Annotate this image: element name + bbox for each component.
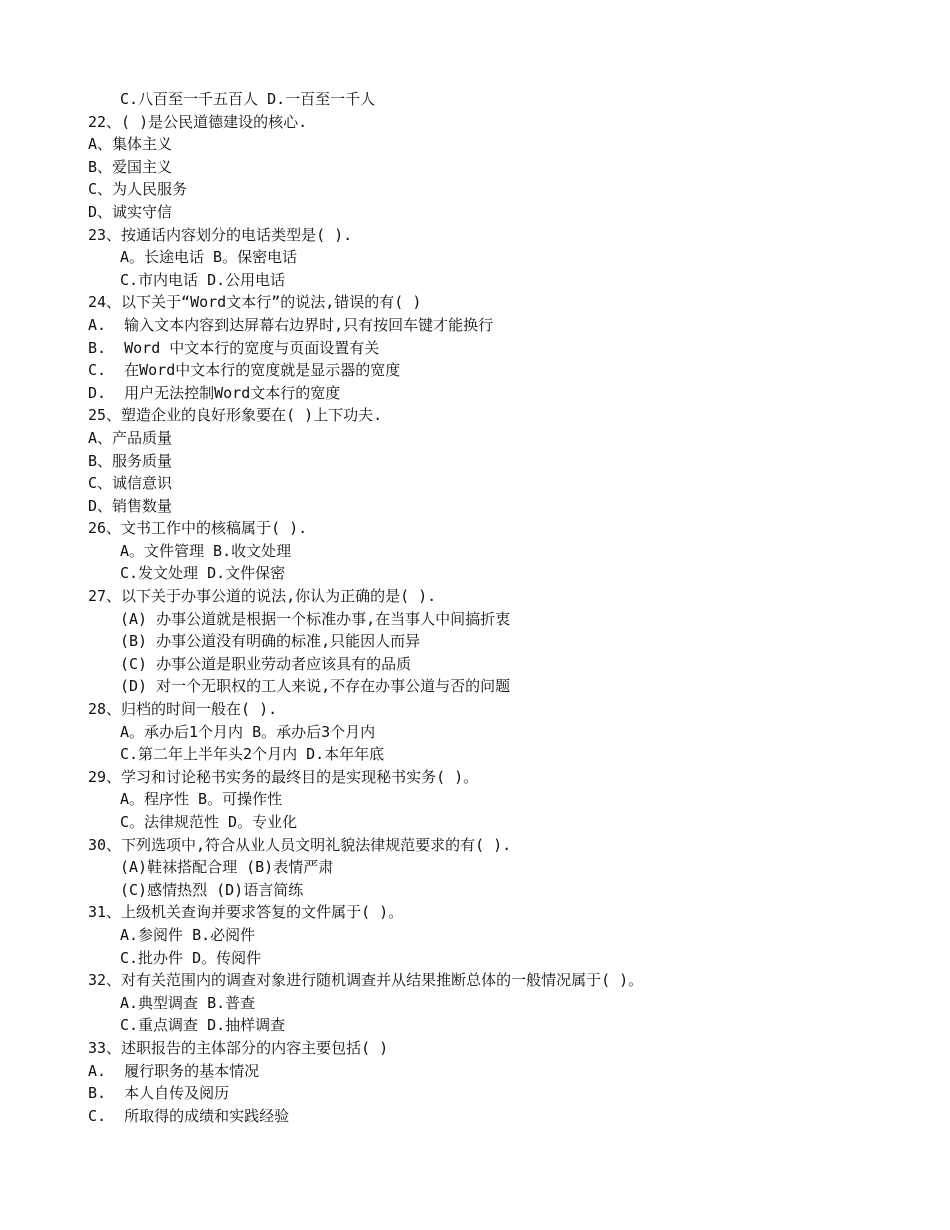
option-line: C.第二年上半年头2个月内 D.本年年底 xyxy=(120,745,385,764)
text-line: 28、归档的时间一般在( ). xyxy=(88,700,278,719)
text-line: B. Word 中文本行的宽度与页面设置有关 xyxy=(88,338,380,357)
text-line: 23、按通话内容划分的电话类型是( ). xyxy=(88,225,353,244)
text-line: A. 履行职务的基本情况 xyxy=(88,1061,260,1080)
text-line: 31、上级机关查询并要求答复的文件属于( )。 xyxy=(88,903,404,922)
text-line: A、产品质量 xyxy=(88,428,173,447)
option-line: (D) 对一个无职权的工人来说,不存在办事公道与否的问题 xyxy=(120,677,511,696)
option-line: C.八百至一千五百人 D.一百至一千人 xyxy=(120,90,376,108)
text-line: 33、述职报告的主体部分的内容主要包括( ) xyxy=(88,1038,389,1057)
text-line: 29、学习和讨论秘书实务的最终目的是实现秘书实务( )。 xyxy=(88,767,479,786)
text-line: 26、文书工作中的核稿属于( ). xyxy=(88,519,308,538)
text-line: B. 本人自传及阅历 xyxy=(88,1084,230,1103)
option-line: (A)鞋袜搭配合理 (B)表情严肃 xyxy=(120,858,334,877)
text-line: D. 用户无法控制Word文本行的宽度 xyxy=(88,383,341,402)
option-line: C.市内电话 D.公用电话 xyxy=(120,270,286,289)
option-line: A。承办后1个月内 B。承办后3个月内 xyxy=(120,722,376,741)
option-line: A。长途电话 B。保密电话 xyxy=(120,248,298,267)
text-line: 30、下列选项中,符合从业人员文明礼貌法律规范要求的有( ). xyxy=(88,835,512,854)
text-line: A. 输入文本内容到达屏幕右边界时,只有按回车键才能换行 xyxy=(88,315,494,334)
option-line: C.发文处理 D.文件保密 xyxy=(120,564,286,583)
text-line: C、为人民服务 xyxy=(88,180,188,199)
text-line: 24、以下关于“Word文本行”的说法,错误的有( ) xyxy=(88,293,422,312)
option-line: (B) 办事公道没有明确的标准,只能因人而异 xyxy=(120,632,421,651)
text-line: A、集体主义 xyxy=(88,135,173,154)
text-line: B、爱国主义 xyxy=(88,157,173,176)
option-line: (C)感情热烈 (D)语言简练 xyxy=(120,880,304,899)
text-line: 32、对有关范围内的调查对象进行随机调查并从结果推断总体的一般情况属于( )。 xyxy=(88,971,644,990)
option-line: C.重点调查 D.抽样调查 xyxy=(120,1016,286,1035)
text-line: C. 所取得的成绩和实践经验 xyxy=(88,1106,290,1125)
option-line: A。程序性 B。可操作性 xyxy=(120,790,283,809)
option-line: A.典型调查 B.普查 xyxy=(120,993,256,1012)
option-line: C。法律规范性 D。专业化 xyxy=(120,813,298,831)
option-line: (A) 办事公道就是根据一个标准办事,在当事人中间搞折衷 xyxy=(120,609,511,628)
option-line: A。文件管理 B.收文处理 xyxy=(120,541,292,560)
text-line: 22、( )是公民道德建设的核心. xyxy=(88,112,308,131)
text-line: C. 在Word中文本行的宽度就是显示器的宽度 xyxy=(88,361,401,380)
text-line: D、销售数量 xyxy=(88,496,173,515)
option-line: C.批办件 D。传阅件 xyxy=(120,948,262,967)
text-line: C、诚信意识 xyxy=(88,474,173,493)
text-line: D、诚实守信 xyxy=(88,202,173,221)
text-line: B、服务质量 xyxy=(88,451,173,470)
document-body xyxy=(88,88,868,1127)
text-line: 27、以下关于办事公道的说法,你认为正确的是( ). xyxy=(88,587,437,606)
option-line: A.参阅件 B.必阅件 xyxy=(120,925,256,944)
text-line: 25、塑造企业的良好形象要在( )上下功夫. xyxy=(88,406,383,425)
option-line: (C) 办事公道是职业劳动者应该具有的品质 xyxy=(120,654,412,673)
